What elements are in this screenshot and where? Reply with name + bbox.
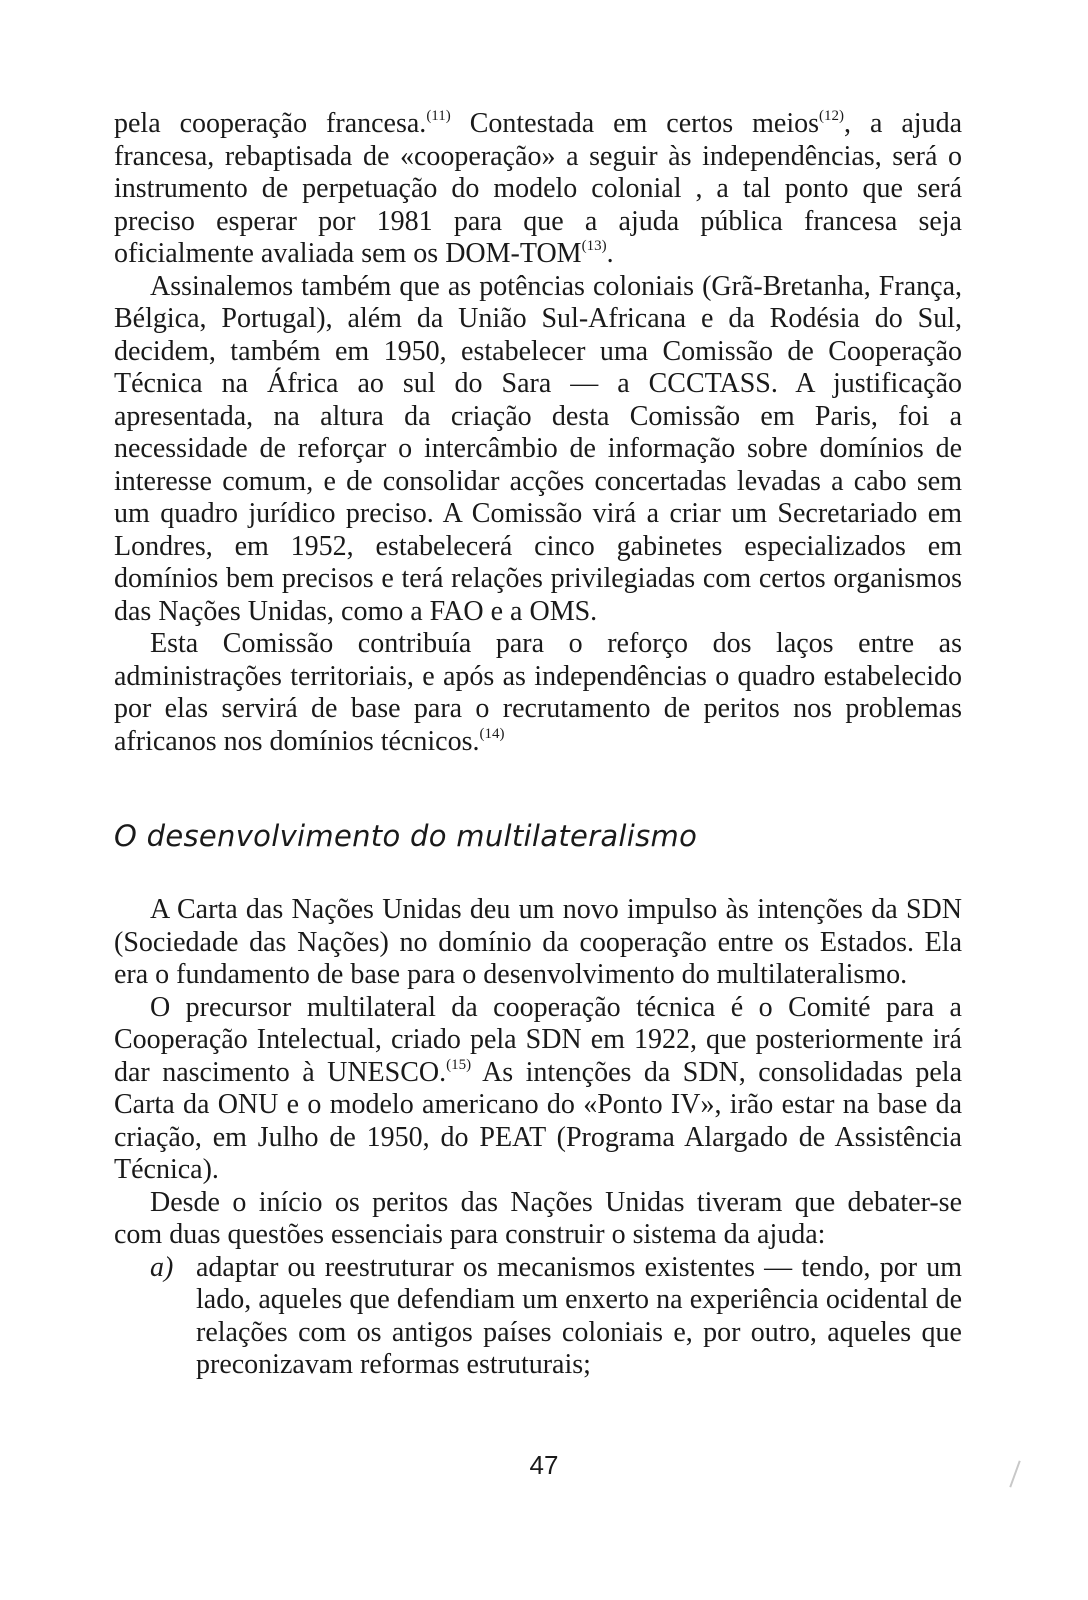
paragraph-6: Desde o início os peritos das Nações Unidas tiveram que debater-se com duas questões essenciais para construir o sistema da ajuda: xyxy=(114,1186,962,1250)
list-marker: a) xyxy=(150,1251,174,1283)
paragraph-1-text-b: Contestada em certos meios xyxy=(450,108,819,139)
list-item xyxy=(114,1252,962,1382)
paragraph-4: A Carta das Nações Unidas deu um novo impulso às intenções da SDN (Sociedade das Nações) no domínio da cooperação entre os Estados. Ela era o fundamento de base para o desenvolvimento do multilateralismo. xyxy=(114,894,962,990)
paragraph-5-text-a: O precursor multilateral da cooperação técnica é o Comité para a Cooperação Intelectual, criado pela SDN em 1922, que posteriormente irá dar nascimento à UNESCO. xyxy=(114,991,962,1088)
footnote-ref-14: (14) xyxy=(479,725,505,742)
paragraph-5 xyxy=(114,992,962,1187)
footnote-ref-12: (12) xyxy=(819,108,844,124)
footnote-ref-15: (15) xyxy=(446,1056,472,1073)
paragraph-1-text-c: , a ajuda francesa, rebaptisada de «cooperação» a seguir às independências, será o instrumento de perpetuação do modelo colonial , a tal ponto que será preciso esperar por 1981 para que a ajuda pública francesa seja oficialmente avaliada sem os DOM-TOM xyxy=(114,108,963,269)
section-heading: O desenvolvimento do multilateralismo xyxy=(114,819,698,853)
footnote-ref-11: (11) xyxy=(426,108,451,124)
paragraph-2: Assinalemos também que as potências coloniais (Grã-Bretanha, França, Bélgica, Portugal), além da União Sul-Africana e da Rodésia do Sul, decidem, também em 1950, estabelecer uma Comissão de Cooperação Técnica na África ao sul do Sara — a CCCTASS. A justificação apresentada, na altura da criação desta Comissão em Paris, foi a necessidade de reforçar o intercâmbio de informação sobre domínios de interesse comum, e de consolidar acções concertadas levadas a cabo sem um quadro jurídico preciso. A Comissão virá a criar um Secretariado em Londres, em 1952, estabelecerá cinco gabinetes especializados em domínios bem precisos e terá relações privilegiadas com certos organismos das Nações Unidas, como a FAO e a OMS. xyxy=(114,270,962,627)
paragraph-3 xyxy=(114,628,962,758)
page-body xyxy=(114,108,962,1382)
paragraph-3-text: Esta Comissão contribuía para o reforço dos laços entre as administrações territoriais, e após as independências o quadro estabelecido por elas servirá de base para o recrutamento de peritos nos problemas africanos nos domínios técnicos. xyxy=(114,628,962,757)
paragraph-1-text-a: pela cooperação francesa. xyxy=(114,108,427,139)
paragraph-1 xyxy=(114,108,962,271)
paragraph-5-text-b: As intenções da SDN, consolidadas pela Carta da ONU e o modelo americano do «Ponto IV», irão estar na base da criação, em Julho de 1950, do PEAT (Programa Alargado de Assistência Técnica). xyxy=(114,1056,962,1185)
list-item-text: adaptar ou reestruturar os mecanismos existentes — tendo, por um lado, aqueles que defendiam um enxerto na experiência ocidental de relações com os antigos países coloniais e, por outro, aqueles que preconizavam reformas estruturais; xyxy=(196,1251,962,1380)
paragraph-1-text-d: . xyxy=(606,238,614,269)
footnote-ref-13: (13) xyxy=(581,238,607,254)
page-number: 47 xyxy=(529,1450,559,1480)
section-body xyxy=(114,894,962,1382)
